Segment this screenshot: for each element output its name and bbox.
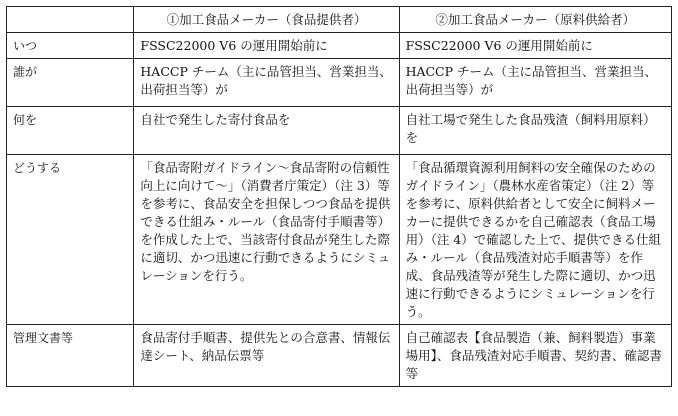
header-food-provider: ①加工食品メーカー（食品提供者） (134, 7, 399, 33)
table-header-row (7, 7, 672, 33)
table-row-what (7, 107, 672, 155)
cell-documents-provider: 食品寄付手順書、提供先との合意書、情報伝達シート、納品伝票等 (134, 325, 399, 387)
cell-who-supplier: HACCP チーム（主に品管担当、営業担当、出荷担当等）が (399, 59, 671, 107)
table-row-who (7, 59, 672, 107)
table-row-how (7, 155, 672, 325)
row-label-how: どうする (7, 155, 134, 325)
cell-how-provider: 「食品寄附ガイドライン～食品寄附の信頼性向上に向けて～」（消費者庁策定）（注 3）等を参考に、食品安全を担保しつつ食品を提供できる仕組み・ルール（食品寄付手順書等）を作成した上で、当該寄付食品が発生した際に適切、かつ迅速に行動できるようにシミュレーションを行う。 (134, 155, 399, 325)
row-label-what: 何を (7, 107, 134, 155)
comparison-table (6, 6, 672, 387)
cell-who-provider: HACCP チーム（主に品管担当、営業担当、出荷担当等）が (134, 59, 399, 107)
cell-what-provider: 自社で発生した寄付食品を (134, 107, 399, 155)
table-row-documents (7, 325, 672, 387)
cell-when-supplier: FSSC22000 V6 の運用開始前に (399, 33, 671, 59)
row-label-who: 誰が (7, 59, 134, 107)
row-label-when: いつ (7, 33, 134, 59)
header-corner-cell (7, 7, 134, 33)
cell-when-provider: FSSC22000 V6 の運用開始前に (134, 33, 399, 59)
row-label-documents: 管理文書等 (7, 325, 134, 387)
cell-documents-supplier: 自己確認表【食品製造（兼、飼料製造）事業場用】、食品残渣対応手順書、契約書、確認書等 (399, 325, 671, 387)
cell-how-supplier: 「食品循環資源利用飼料の安全確保のためのガイドライン」（農林水産省策定）（注 2）等を参考に、原料供給者として安全に飼料メーカーに提供できるかを自己確認表（食品工場用）（注 4）で確認した上で、提供できる仕組み・ルール（食品残渣対応手順書等）を作成、食品残渣等が発生した際に適切、かつ迅速に行動できるようにシミュレーションを行う。 (399, 155, 671, 325)
header-raw-material-supplier: ②加工食品メーカー（原料供給者） (399, 7, 671, 33)
table-row-when (7, 33, 672, 59)
cell-what-supplier: 自社工場で発生した食品残渣（飼料用原料）を (399, 107, 671, 155)
